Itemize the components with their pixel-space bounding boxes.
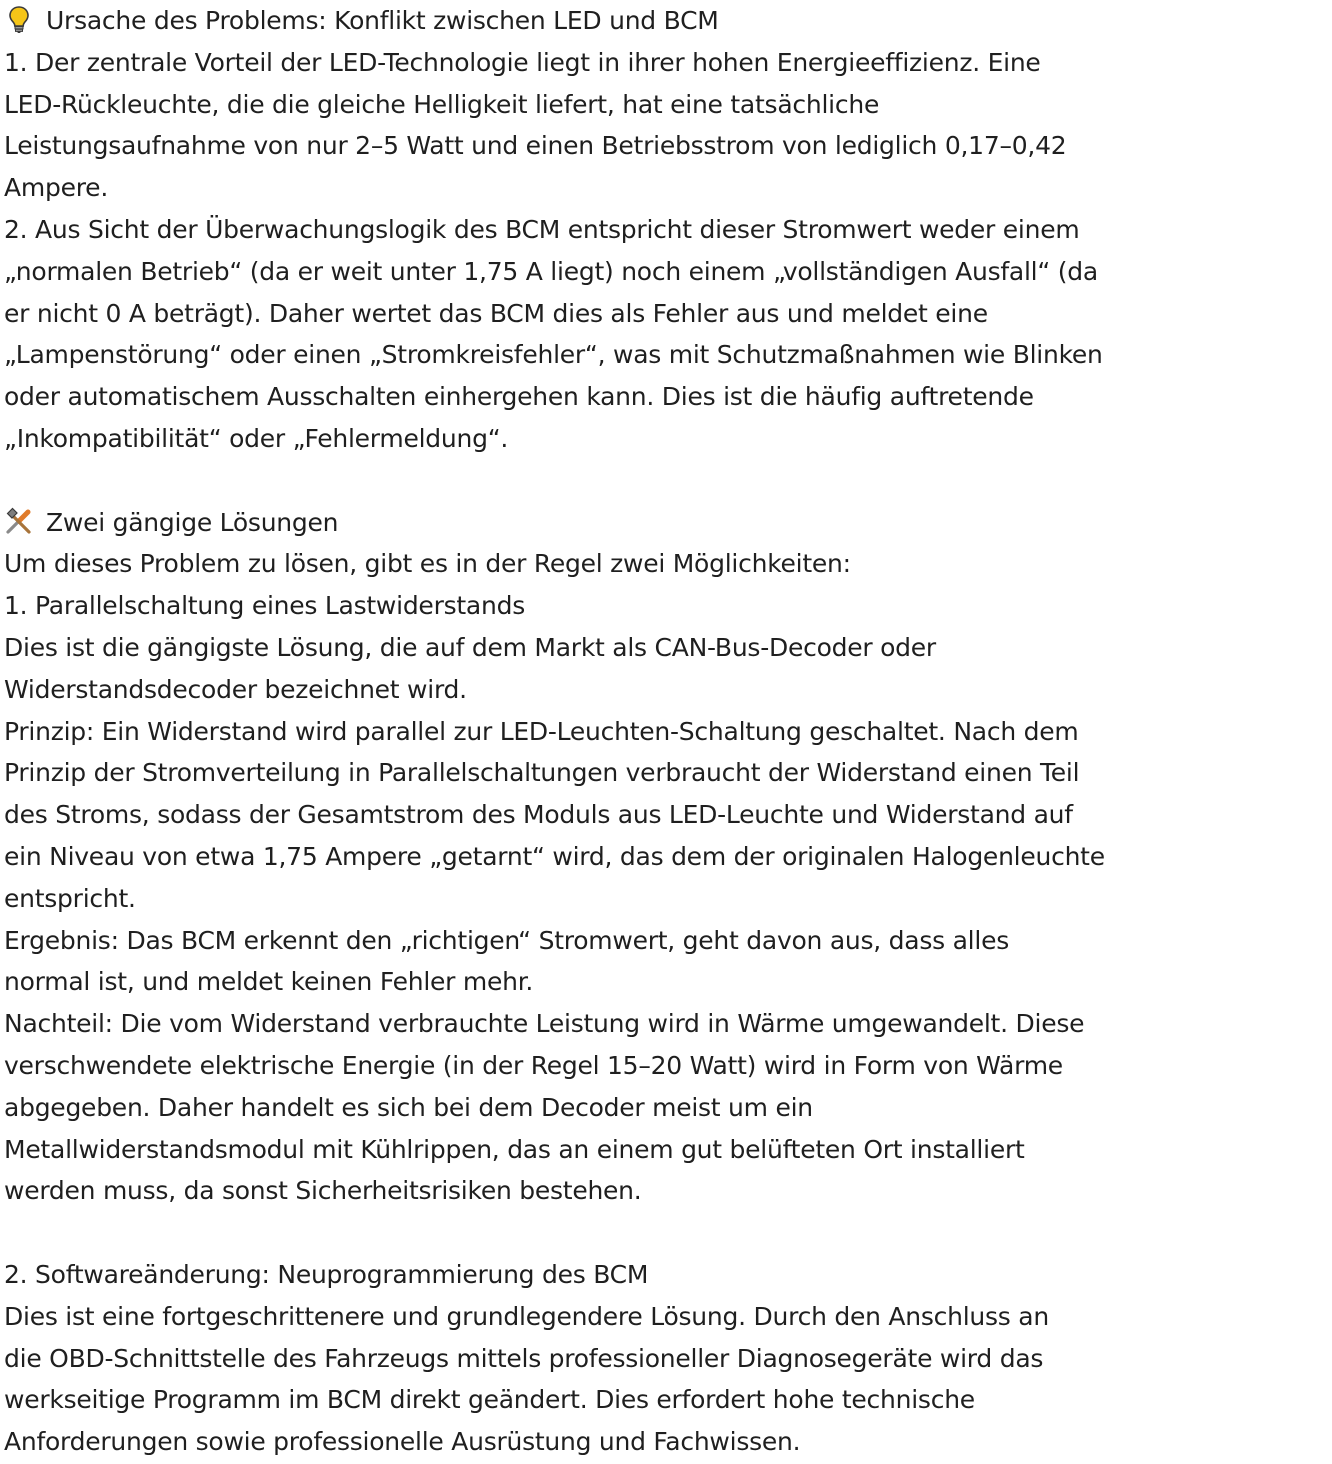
paragraph-line: Dies ist die gängigste Lösung, die auf dem Markt als CAN-Bus-Decoder oder xyxy=(4,632,936,662)
spacer xyxy=(4,460,1330,502)
paragraph-line: Widerstandsdecoder bezeichnet wird. xyxy=(4,674,467,704)
paragraph-line: Um dieses Problem zu lösen, gibt es in der Regel zwei Möglichkeiten: xyxy=(4,549,851,579)
paragraph-line: normal ist, und meldet keinen Fehler mehr. xyxy=(4,967,534,997)
paragraph-line: 1. Der zentrale Vorteil der LED-Technologie liegt in ihrer hohen Energieeffizienz. Eine xyxy=(4,47,1041,77)
paragraph-line: Metallwiderstandsmodul mit Kühlrippen, das an einem gut belüfteten Ort installiert xyxy=(4,1134,1025,1164)
paragraph-line: die OBD-Schnittstelle des Fahrzeugs mittels professioneller Diagnosegeräte wird das xyxy=(4,1343,1044,1373)
paragraph-line: Leistungsaufnahme von nur 2–5 Watt und einen Betriebsstrom von lediglich 0,17–0,42 xyxy=(4,131,1067,161)
paragraph-line: entspricht. xyxy=(4,883,136,913)
paragraph-line: Dies ist eine fortgeschrittenere und grundlegendere Lösung. Durch den Anschluss an xyxy=(4,1301,1049,1331)
paragraph-line: Anforderungen sowie professionelle Ausrüstung und Fachwissen. xyxy=(4,1427,801,1457)
paragraph-line: verschwendete elektrische Energie (in der Regel 15–20 Watt) wird in Form von Wärme xyxy=(4,1050,1063,1080)
paragraph-line: „Lampenstörung“ oder einen „Stromkreisfehler“, was mit Schutzmaßnahmen wie Blinken xyxy=(4,340,1103,370)
spacer xyxy=(4,1212,1330,1254)
paragraph-line: des Stroms, sodass der Gesamtstrom des Moduls aus LED-Leuchte und Widerstand auf xyxy=(4,800,1073,830)
paragraph-line: „Inkompatibilität“ oder „Fehlermeldung“. xyxy=(4,423,509,453)
paragraph-line: Ampere. xyxy=(4,173,109,203)
option-title: 1. Parallelschaltung eines Lastwiderstands xyxy=(4,591,525,621)
paragraph-line: Ergebnis: Das BCM erkennt den „richtigen“ Stromwert, geht davon aus, dass alles xyxy=(4,925,1009,955)
paragraph-line: abgegeben. Daher handelt es sich bei dem Decoder meist um ein xyxy=(4,1092,813,1122)
tools-icon xyxy=(4,506,34,536)
paragraph-line: Prinzip: Ein Widerstand wird parallel zur LED-Leuchten-Schaltung geschaltet. Nach dem xyxy=(4,716,1079,746)
lightbulb-icon xyxy=(4,4,34,34)
section-heading-solutions-text: Zwei gängige Lösungen xyxy=(46,507,339,537)
paragraph-line: werkseitige Programm im BCM direkt geändert. Dies erfordert hohe technische xyxy=(4,1385,975,1415)
option-title: 2. Softwareänderung: Neuprogrammierung des BCM xyxy=(4,1259,649,1289)
paragraph-line: Nachteil: Die vom Widerstand verbrauchte Leistung wird in Wärme umgewandelt. Diese xyxy=(4,1009,1085,1039)
document-body xyxy=(4,0,1330,1463)
paragraph-line: werden muss, da sonst Sicherheitsrisiken bestehen. xyxy=(4,1176,642,1206)
paragraph-line: er nicht 0 A beträgt). Daher wertet das BCM dies als Fehler aus und meldet eine xyxy=(4,298,988,328)
paragraph-line: oder automatischem Ausschalten einhergehen kann. Dies ist die häufig auftretende xyxy=(4,382,1034,412)
paragraph-line: 2. Aus Sicht der Überwachungslogik des BCM entspricht dieser Stromwert weder einem xyxy=(4,214,1080,244)
paragraph-line: Prinzip der Stromverteilung in Parallelschaltungen verbraucht der Widerstand einen Teil xyxy=(4,758,1080,788)
paragraph-line: „normalen Betrieb“ (da er weit unter 1,75 A liegt) noch einem „vollständigen Ausfall“ (da xyxy=(4,256,1098,286)
section-heading-cause xyxy=(4,0,1330,42)
section-heading-solutions xyxy=(4,502,1330,544)
paragraph-line: LED-Rückleuchte, die die gleiche Helligkeit liefert, hat eine tatsächliche xyxy=(4,89,880,119)
section-heading-cause-text: Ursache des Problems: Konflikt zwischen LED und BCM xyxy=(46,6,719,35)
paragraph-line: ein Niveau von etwa 1,75 Ampere „getarnt“ wird, das dem der originalen Halogenleuchte xyxy=(4,841,1105,871)
